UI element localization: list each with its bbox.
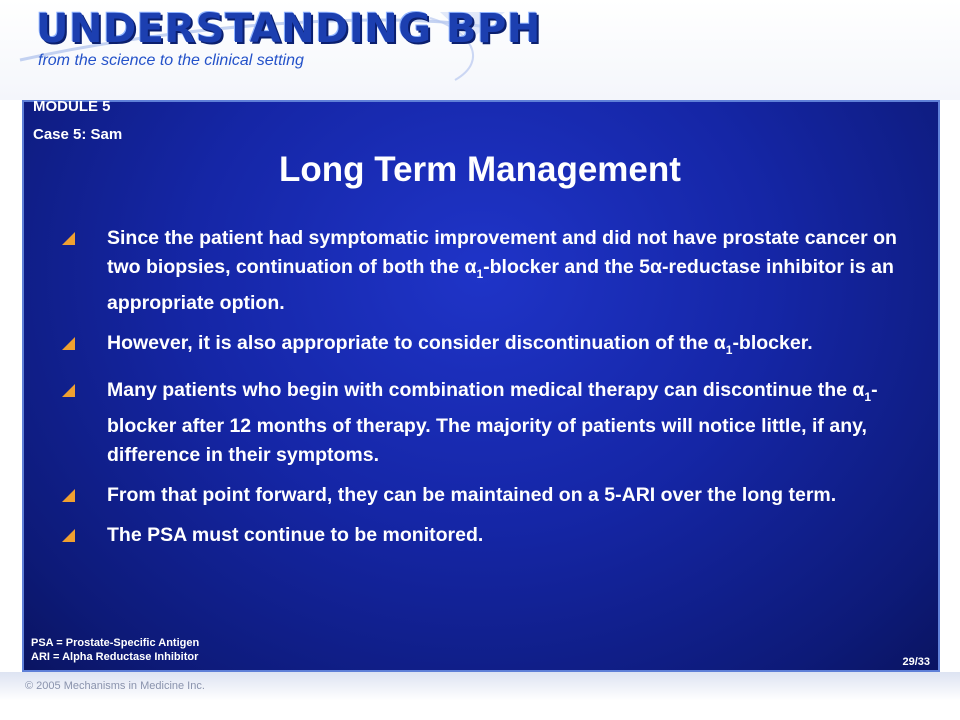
bullet-text: The PSA must continue to be monitored. [107, 523, 484, 546]
bullet-text: Many patients who begin with combination medical therapy can discontinue the α [107, 378, 865, 401]
bullet-item [60, 329, 900, 365]
bullet-text: -blocker. [732, 331, 813, 354]
bullet-text: However, it is also appropriate to consider discontinuation of the α [107, 331, 726, 354]
bullet-text: Since the patient had symptomatic improvement and did not have prostate cancer on two biopsies, continuation of both the α [107, 227, 897, 278]
footnote-ari: ARI = Alpha Reductase Inhibitor [31, 651, 199, 663]
triangle-bullet-icon [60, 487, 76, 503]
bullet-item [60, 376, 900, 470]
module-label: MODULE 5 [33, 98, 111, 115]
subscript: 1 [476, 266, 484, 281]
logo-subtitle: from the science to the clinical setting [38, 52, 304, 69]
triangle-bullet-icon [60, 382, 76, 398]
bullet-list [60, 224, 900, 561]
bullet-text: -blocker after 12 months of therapy. The majority of patients will notice little, if any, difference in their symptoms. [107, 378, 878, 466]
bullet-text: From that point forward, they can be maintained on a 5-ARI over the long term. [107, 483, 837, 506]
bullet-text: -blocker and the 5α-reductase inhibitor is an appropriate option. [107, 256, 894, 314]
copyright: © 2005 Mechanisms in Medicine Inc. [25, 680, 205, 692]
footnotes [31, 636, 199, 664]
page-number: 29/33 [902, 656, 930, 668]
slide-title: Long Term Management [279, 150, 681, 189]
triangle-bullet-icon [60, 230, 76, 246]
footnote-psa: PSA = Prostate-Specific Antigen [31, 637, 200, 649]
subscript: 1 [725, 342, 733, 357]
bullet-item [60, 521, 900, 550]
bullet-item [60, 224, 900, 318]
triangle-bullet-icon [60, 335, 76, 351]
triangle-bullet-icon [60, 527, 76, 543]
bullet-item [60, 481, 900, 510]
header-banner [0, 0, 960, 100]
case-label: Case 5: Sam [33, 126, 123, 143]
logo-title: UNDERSTANDING BPH [36, 6, 541, 52]
subscript: 1 [864, 389, 872, 404]
